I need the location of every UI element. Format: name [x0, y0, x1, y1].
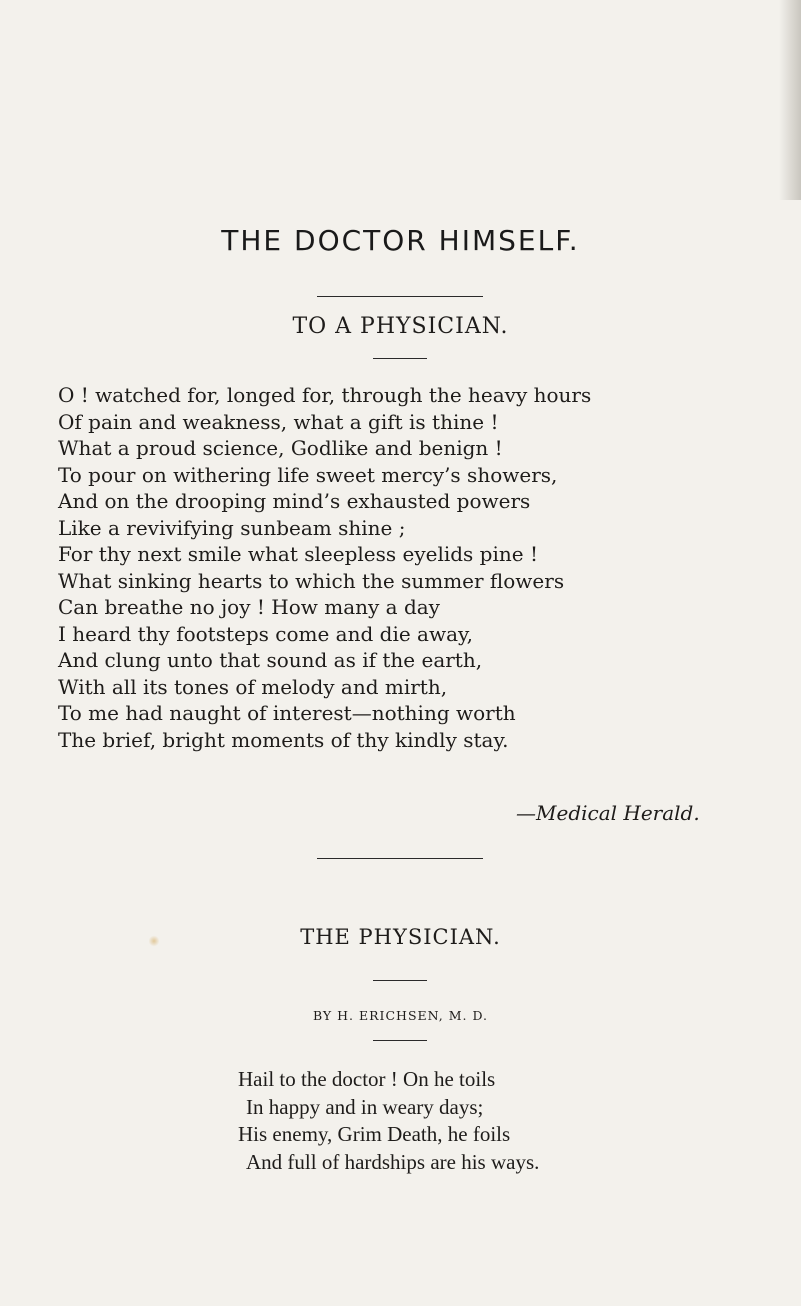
title-rule-short-2	[373, 980, 427, 981]
section-title-the-physician: THE PHYSICIAN.	[300, 925, 501, 949]
byline: BY H. ERICHSEN, M. D.	[312, 1008, 489, 1023]
byline-rule	[373, 1040, 427, 1041]
poem-line: And on the drooping mind’s exhausted powers	[58, 489, 531, 513]
page-edge-shadow	[779, 0, 801, 200]
poem-line: In happy and in weary days;	[246, 1094, 484, 1119]
poem-line: What a proud science, Godlike and benign !	[58, 436, 503, 460]
header-rule	[317, 296, 483, 297]
poem-line: Like a revivifying sunbeam shine ;	[58, 515, 406, 540]
section-title-to-a-physician: TO A PHYSICIAN.	[292, 314, 509, 339]
poem-line: What sinking hearts to which the summer flowers	[58, 568, 565, 593]
poem-line: His enemy, Grim Death, he foils	[238, 1122, 511, 1146]
poem-line: With all its tones of melody and mirth,	[58, 674, 448, 699]
running-header: THE DOCTOR HIMSELF.	[221, 224, 580, 257]
poem-line: Of pain and weakness, what a gift is thine !	[58, 409, 499, 434]
poem-line: And clung unto that sound as if the earth,	[58, 648, 483, 672]
poem-line: O ! watched for, longed for, through the heavy hours	[58, 383, 592, 407]
poem-line: To pour on withering life sweet mercy’s showers,	[58, 462, 558, 487]
poem-to-a-physician	[58, 382, 591, 753]
poem-line: Can breathe no joy ! How many a day	[58, 595, 440, 619]
poem-line: The brief, bright moments of thy kindly stay.	[58, 727, 509, 752]
title-rule-short	[373, 358, 427, 359]
poem-line: To me had naught of interest—nothing worth	[58, 701, 516, 725]
poem-the-physician	[238, 1066, 539, 1176]
attribution: —Medical Herald.	[516, 801, 700, 825]
section-divider-rule	[317, 858, 483, 859]
poem-line: For thy next smile what sleepless eyelids pine !	[58, 542, 538, 566]
poem-line: And full of hardships are his ways.	[246, 1149, 540, 1174]
poem-line: Hail to the doctor ! On he toils	[238, 1067, 496, 1091]
poem-line: I heard thy footsteps come and die away,	[58, 621, 473, 646]
